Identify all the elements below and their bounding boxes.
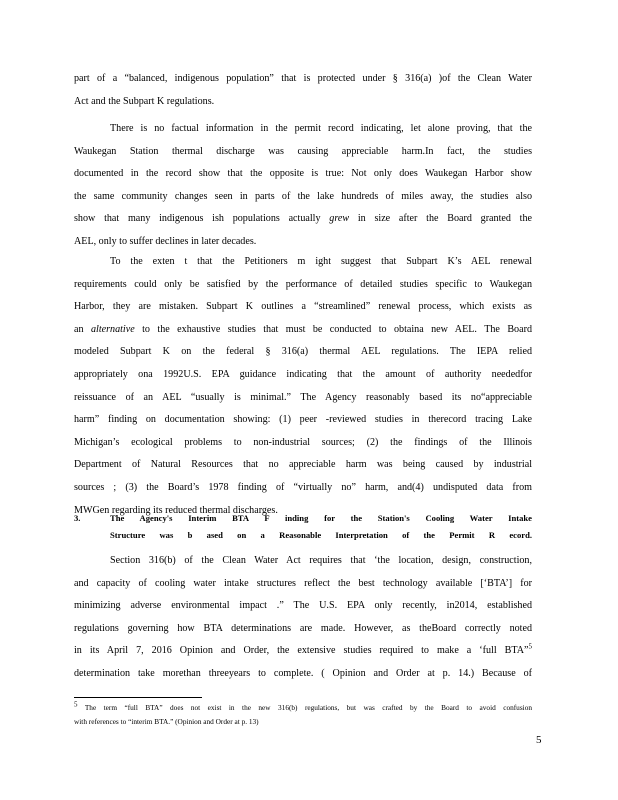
text-line: Waukegan Station thermal discharge was causing appreciable harm.In fact, the studies xyxy=(74,145,532,157)
section-number: 3. xyxy=(74,513,81,523)
text-run: an xyxy=(74,323,91,335)
italic-word: grew xyxy=(329,213,350,225)
paragraph-factual-information xyxy=(74,118,532,254)
paragraph-continuation xyxy=(74,68,532,113)
paragraph-section-316b xyxy=(74,550,532,686)
text-line: MWGen regarding its reduced thermal discharges. xyxy=(74,504,278,516)
text-line xyxy=(74,208,532,231)
italic-word: alternative xyxy=(90,323,135,335)
text-line: There is no factual information in the permit record indicating, let alone proving, that the xyxy=(110,123,532,134)
text-line: the same community changes seen in parts of the lake hundreds of miles away, the studies also xyxy=(74,190,532,202)
text-line: documented in the record show that the opposite is true: Not only does Waukegan Harbor show xyxy=(74,168,532,180)
text-line: Department of Natural Resources that no appreciable harm was being caused by industrial xyxy=(74,459,532,471)
text-line: requirements could only be satisfied by the performance of detailed studies specific to Waukegan xyxy=(74,278,532,290)
text-line xyxy=(74,319,532,342)
text-line: Act and the Subpart K regulations. xyxy=(74,95,215,107)
text-line: determination take morethan threeyears to complete. ( Opinion and Order at p. 14.) Because of xyxy=(74,667,532,679)
footnote-marker: 5 xyxy=(74,700,78,709)
footnote-line xyxy=(74,701,532,715)
footnote-text: The term “full BTA” does not exist in the new 316(b) regulations, but was crafted by the Board to avoid confusion xyxy=(84,703,532,712)
page-number: 5 xyxy=(536,734,542,746)
text-line: harm” finding on documentation showing: (1) peer -reviewed studies in therecord tracing Lake xyxy=(74,414,532,426)
footnote-reference[interactable]: 5 xyxy=(528,643,532,652)
footnote-separator xyxy=(74,697,202,698)
text-line: appropriately ona 1992U.S. EPA guidance indicating that the amount of authority neededfor xyxy=(74,368,532,380)
text-run: in size after the Board granted the xyxy=(349,213,533,225)
text-line: minimizing adverse environmental impact .” The U.S. EPA only recently, in2014, established xyxy=(74,600,532,612)
text-line: and capacity of cooling water intake structures reflect the best technology available [‘BTA’] for xyxy=(74,577,532,589)
text-line: AEL, only to suffer declines in later decades. xyxy=(74,235,257,247)
section-heading-line: Structure was b ased on a Reasonable Interpretation of the Permit R ecord. xyxy=(110,530,532,540)
text-run: show that many indigenous ish populations actually xyxy=(74,213,321,225)
text-run: to the exhaustive studies that must be conducted to obtaina new AEL. The Board xyxy=(134,323,532,335)
text-line: Michigan’s ecological problems to non-industrial sources; (2) the findings of the Illinois xyxy=(74,436,532,448)
text-line: sources ; (3) the Board’s 1978 finding of “virtually no” harm, and(4) undisputed data from xyxy=(74,481,532,493)
text-line: modeled Subpart K on the federal § 316(a) thermal AEL regulations. The IEPA relied xyxy=(74,346,532,358)
text-line: To the exten t that the Petitioners m ight suggest that Subpart K’s AEL renewal xyxy=(110,256,532,267)
text-line xyxy=(74,640,532,663)
text-line: Harbor, they are mistaken. Subpart K outlines a “streamlined” renewal process, which exists as xyxy=(74,301,532,313)
text-line: part of a “balanced, indigenous population” that is protected under § 316(a) )of the Clean Water xyxy=(74,73,532,84)
section-heading xyxy=(74,510,532,544)
footnote xyxy=(74,701,532,729)
text-line: reissuance of an AEL “usually is minimal.” The Agency reasonably based its no“appreciable xyxy=(74,391,532,403)
footnote-line: with references to “interim BTA.” (Opinion and Order at p. 13) xyxy=(74,717,259,726)
section-heading-line: The Agency's Interim BTA F inding for the Station's Cooling Water Intake xyxy=(110,513,532,523)
text-line: regulations governing how BTA determinations are made. However, as theBoard correctly noted xyxy=(74,622,532,634)
text-line: Section 316(b) of the Clean Water Act requires that ‘the location, design, construction, xyxy=(110,555,532,566)
paragraph-subpart-k xyxy=(74,251,532,522)
text-run: in its April 7, 2016 Opinion and Order, the extensive studies required to make a ‘full BTA” xyxy=(74,645,529,657)
